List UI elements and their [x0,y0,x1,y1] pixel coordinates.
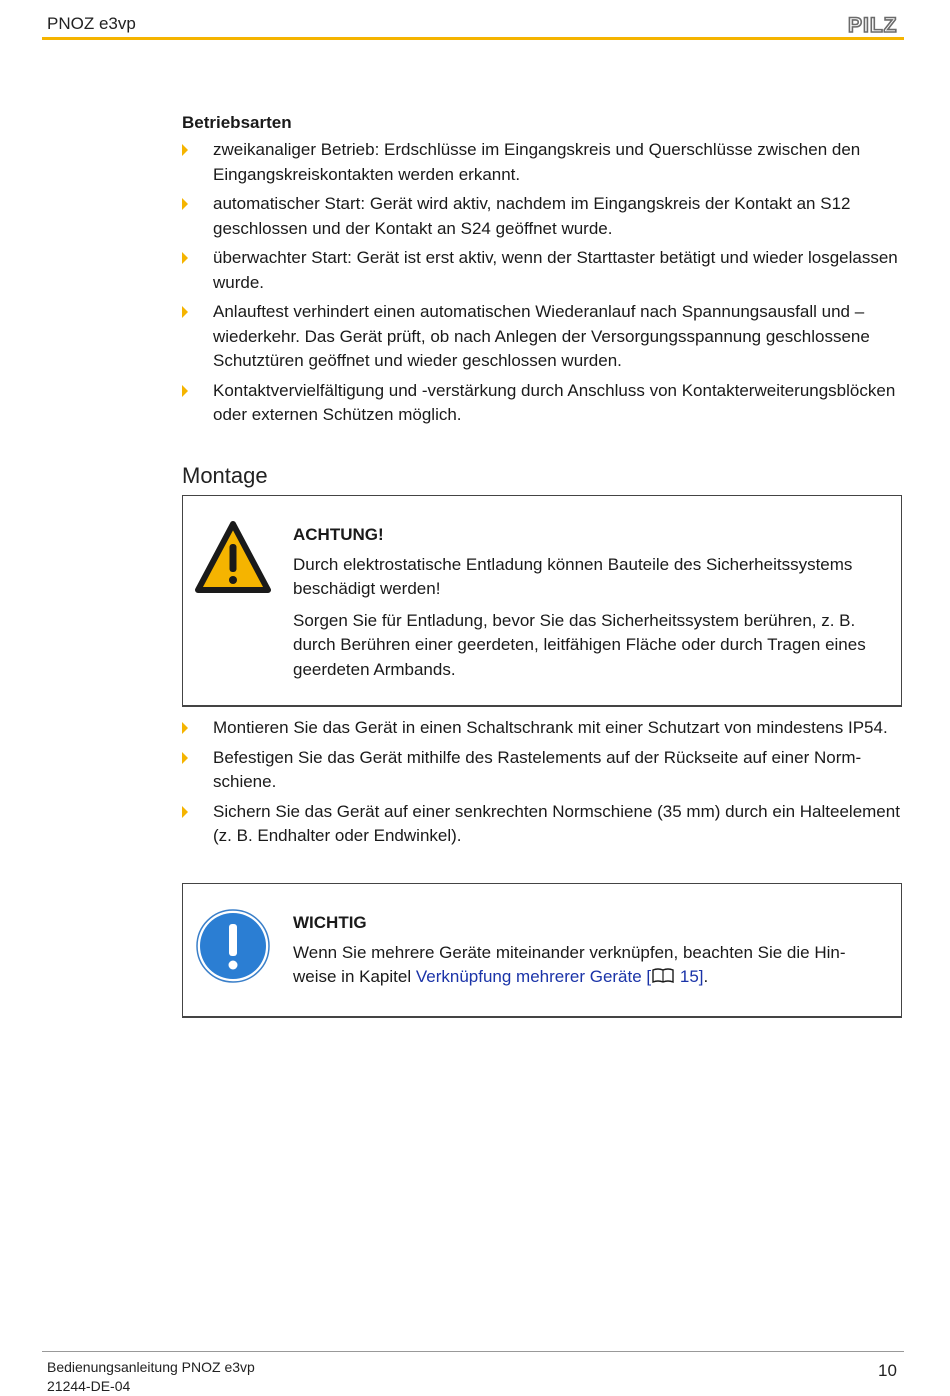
chapter-link[interactable]: Verknüpfung mehrerer Geräte [ 15] [415,967,704,986]
list-item: Befestigen Sie das Gerät mithilfe des Rastelements auf der Rückseite auf einer Normschiene. [182,746,904,795]
list-item: überwachter Start: Gerät ist erst aktiv, wenn der Starttaster betätigt und wieder losgelassen wurde. [182,246,904,295]
bullet-arrow-icon [182,385,188,397]
important-title: WICHTIG [293,913,367,932]
bullet-arrow-icon [182,806,188,818]
bullet-arrow-icon [182,198,188,210]
important-paragraph: Wenn Sie mehrere Geräte miteinander verknüpfen, beachten Sie die Hinweise in Kapitel Verknüpfung mehrerer Geräte [ 15]. [293,942,846,986]
bullet-arrow-icon [182,252,188,264]
list-item: Montieren Sie das Gerät in einen Schaltschrank mit einer Schutzart von mindestens IP54. [182,716,904,741]
footer-rule [42,1351,904,1352]
betriebsarten-list [182,138,904,433]
montage-list [182,716,904,854]
warning-box [182,495,902,707]
bullet-arrow-icon [182,144,188,156]
bullet-arrow-icon [182,752,188,764]
header-rule [42,37,904,40]
list-item: Anlauftest verhindert einen automatischen Wiederanlauf nach Spannungsausfall und –wiederkehr. Das Gerät prüft, ob nach Anlegen der Versorgungsspannung geschlossene Schutztüren geöffnet und wieder geschlossen wurden. [182,300,904,374]
list-item: Kontaktvervielfältigung und -verstärkung durch Anschluss von Kontakterweiterungsblöcken oder externen Schützen möglich. [182,379,904,428]
bullet-arrow-icon [182,722,188,734]
footer-info [47,1358,255,1396]
manual-title: Bedienungsanleitung PNOZ e3vp [47,1359,255,1375]
book-icon [651,967,675,984]
pilz-logo [848,14,904,36]
montage-heading: Montage [182,463,268,488]
warning-paragraph: Durch elektrostatische Entladung können Bauteile des Sicherheitssystems beschädigt werden! [293,554,853,598]
warning-triangle-icon [194,520,272,596]
list-item: automatischer Start: Gerät wird aktiv, nachdem im Eingangskreis der Kontakt an S12 geschlossen und der Kontakt an S24 geöffnet wurde. [182,192,904,241]
betriebsarten-heading: Betriebsarten [182,113,292,132]
important-box [182,883,902,1018]
page-number: 10 [878,1361,897,1380]
warning-text [293,523,881,689]
warning-title: ACHTUNG! [293,525,384,544]
important-text [293,911,881,997]
bullet-arrow-icon [182,306,188,318]
warning-paragraph: Sorgen Sie für Entladung, bevor Sie das Sicherheitssystem berühren, z. B. durch Berühren einer geerdeten, leitfähigen Fläche oder durch Tragen eines geerdeten Armbands. [293,610,866,679]
svg-text:PILZ: PILZ [848,14,898,36]
list-item: zweikanaliger Betrieb: Erdschlüsse im Eingangskreis und Querschlüsse zwischen den Eingangskreiskontakten werden erkannt. [182,138,904,187]
doc-number: 21244-DE-04 [47,1378,131,1394]
list-item: Sichern Sie das Gerät auf einer senkrechten Normschiene (35 mm) durch ein Halteelement (z. B. Endhalter oder Endwinkel). [182,800,904,849]
info-exclamation-icon [195,908,271,984]
document-title: PNOZ e3vp [47,14,136,33]
